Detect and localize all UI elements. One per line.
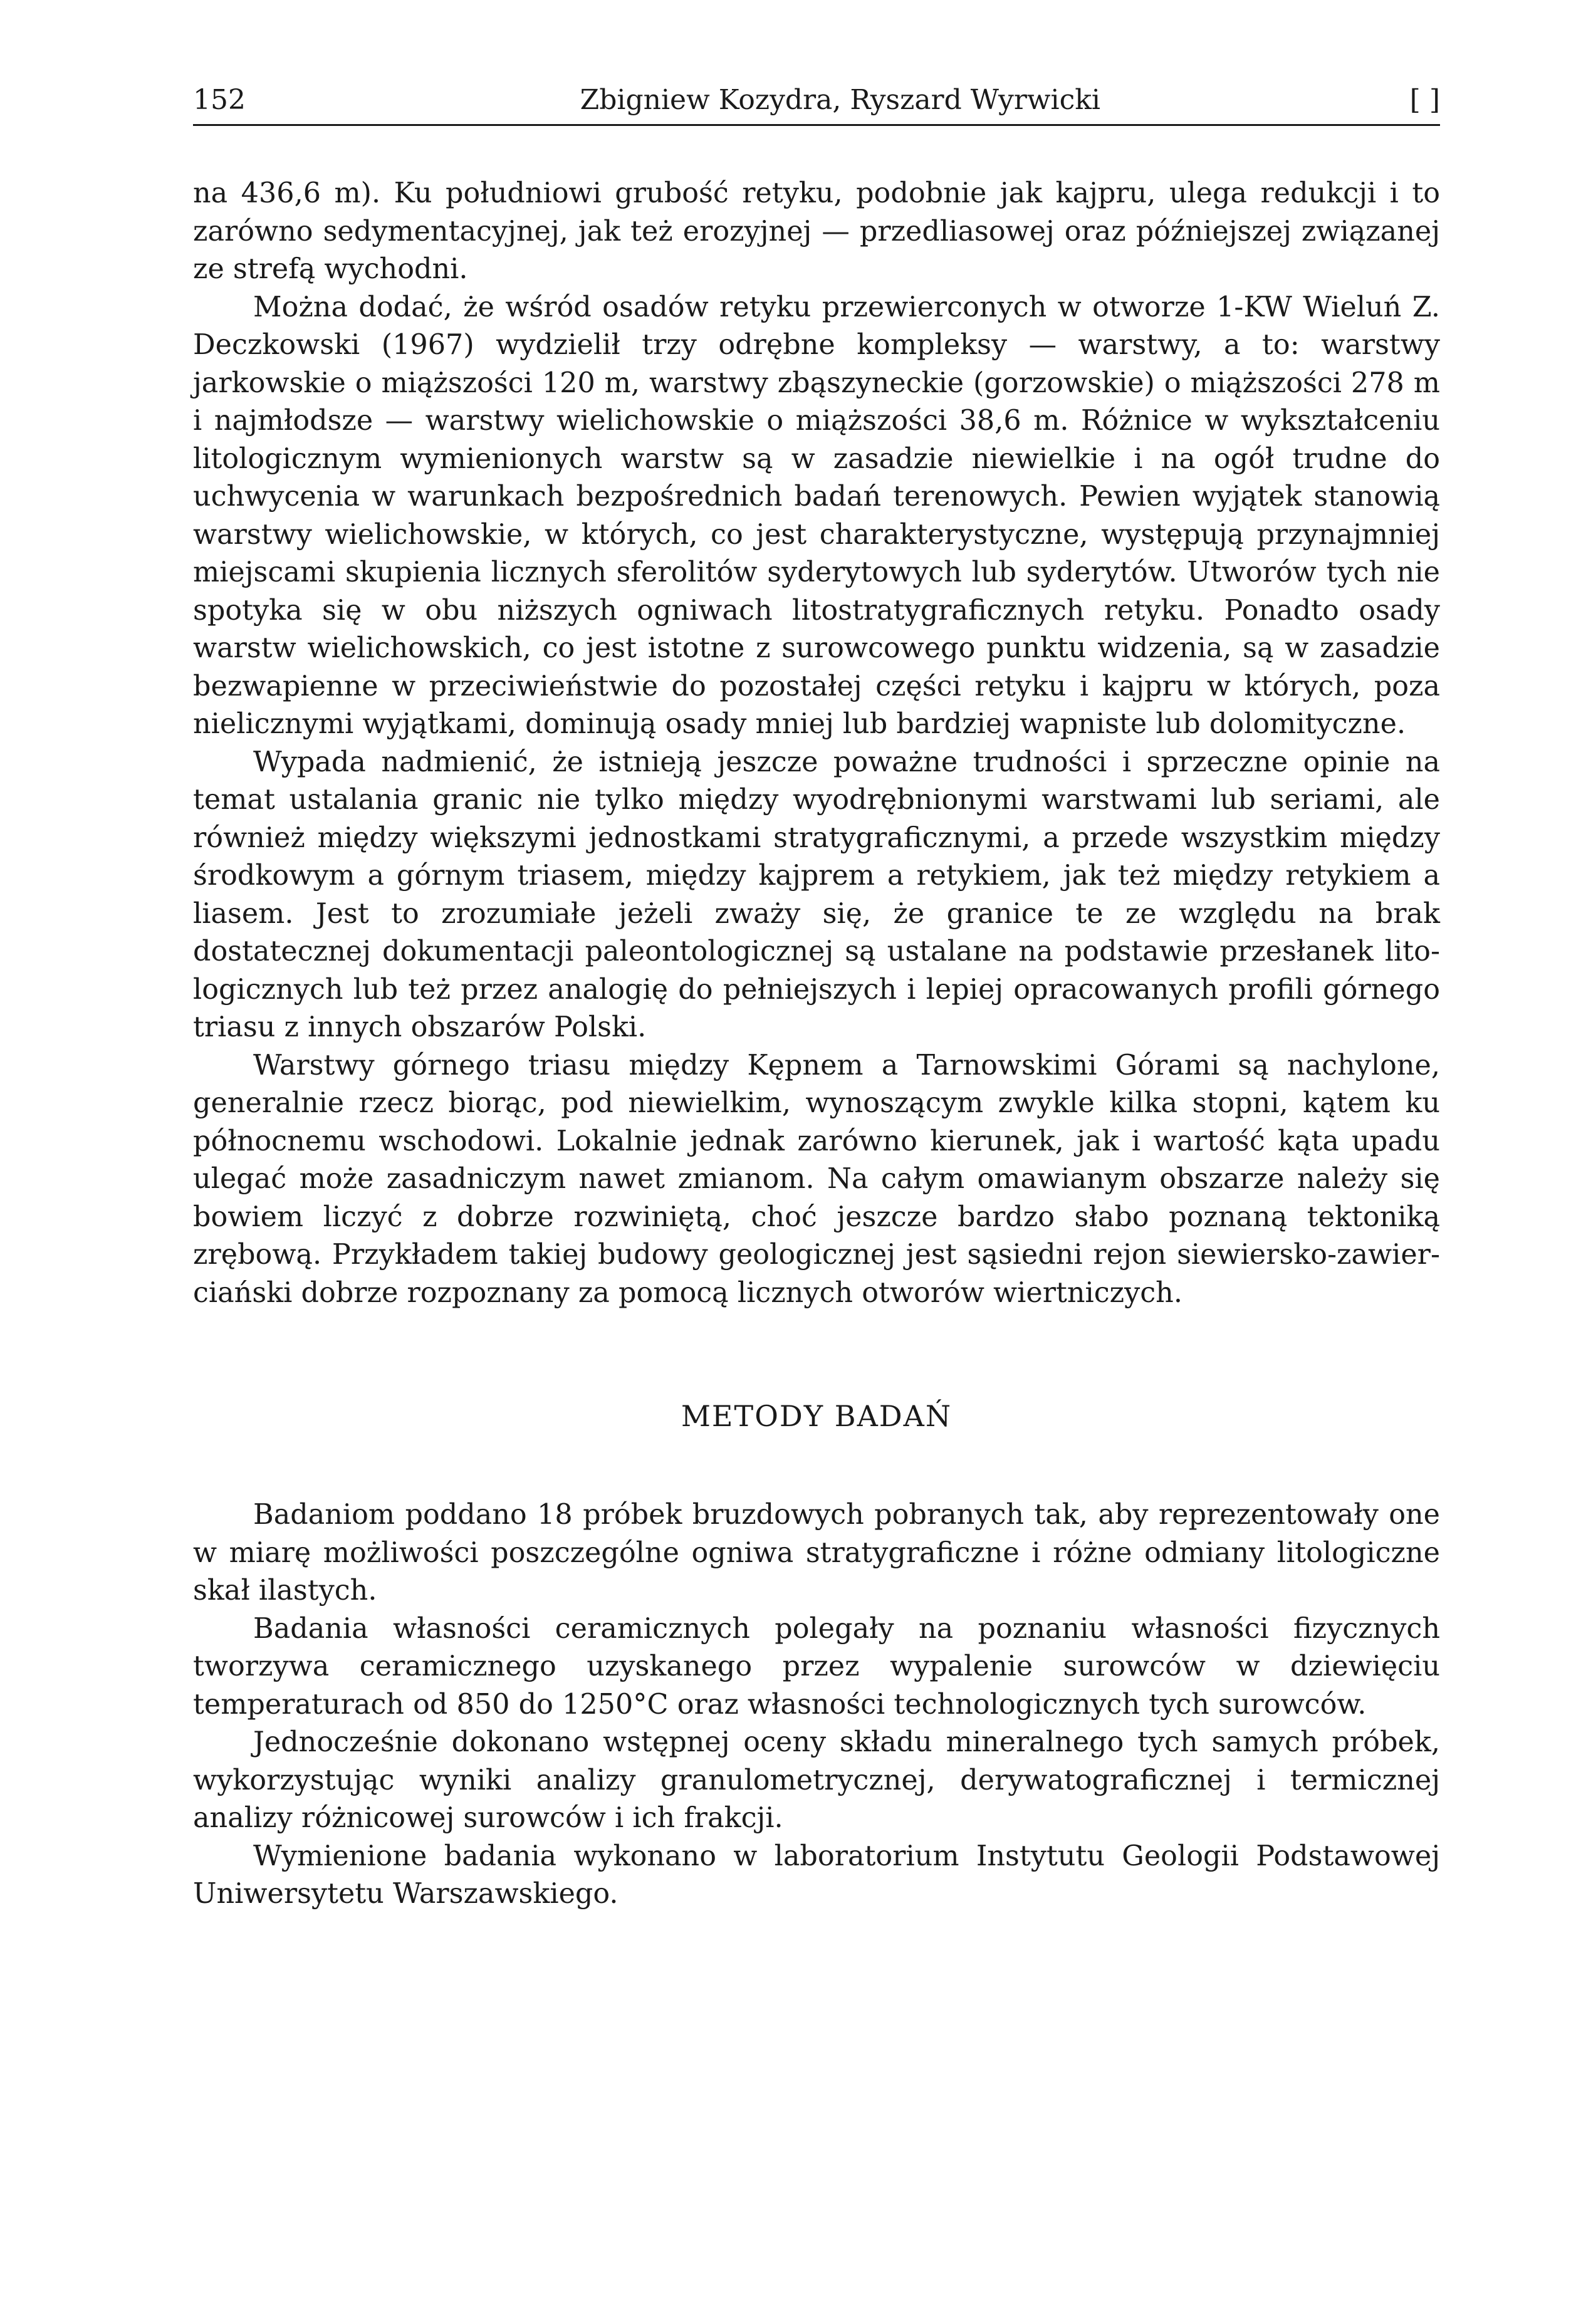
paragraph: Warstwy górnego triasu między Kępnem a Tarnowskimi Górami są nachylone, generalnie rzecz biorąc, pod niewielkim, wynoszącym zwykle kilka stopni, kątem ku północnemu wschodowi. Lokalnie jednak zarówno kierunek, jak i wartość kąta upadu ulegać może zasadniczym nawet zmianom. Na całym omawianym obszarze należy się bowiem liczyć z dobrze rozwiniętą, choć jeszcze bardzo słabo poznaną tektoniką zrębową. Przykładem takiej budowy geologicznej jest sąsiedni rejon siewiersko-zawierciański dobrze rozpoznany za pomocą licznych otworów wiertniczych. <box>193 1049 1440 1309</box>
paragraph: Badaniom poddano 18 próbek bruzdowych pobranych tak, aby reprezentowały one w miarę możliwości poszczególne ogniwa stratygraficzne i różne odmiany litologiczne skał ilastych. <box>193 1499 1440 1607</box>
section-heading: METODY BADAŃ <box>681 1399 953 1433</box>
paragraph: Wymienione badania wykonano w laboratorium Instytutu Geologii Podstawowej Uniwersytetu Warszawskiego. <box>193 1840 1440 1910</box>
running-head-bracket: [ ] <box>1409 84 1440 116</box>
paragraph: na 436,6 m). Ku południowi grubość retyku, podobnie jak kajpru, ulega redukcji i to zarówno sedymentacyjnej, jak też erozyjnej — przedliasowej oraz późniejszej związanej ze strefą wychodni. <box>193 177 1440 285</box>
page-number: 152 <box>193 84 246 116</box>
paragraph: Wypada nadmienić, że istnieją jeszcze poważne trudności i sprzeczne opinie na temat ustalania granic nie tylko między wyodrębnionymi warstwami lub seriami, ale również między większymi jednostkami stratygraficznymi, a przede wszystkim między środkowym a górnym triasem, między kajprem a retykiem, jak też między retykiem a liasem. Jest to zrozumiałe jeżeli zważy się, że granice te ze względu na brak dostatecznej dokumentacji paleontologicznej są ustalane na podstawie przesłanek litologicznych lub też przez analogię do pełniejszych i lepiej opracowanych profili górnego triasu z innych obszarów Polski. <box>193 746 1440 1043</box>
paragraph: Można dodać, że wśród osadów retyku przewierconych w otworze 1-KW Wieluń Z. Deczkowski (1967) wydzielił trzy odrębne kompleksy — warstwy, a to: warstwy jarkowskie o miąższości 120 m, warstwy zbąszyneckie (gorzowskie) o miąższości 278 m i najmłodsze — warstwy wielichowskie o miąższości 38,6 m. Różnice w wykształceniu litologicznym wymienionych warstw są w zasadzie niewielkie i na ogół trudne do uchwycenia w warunkach bezpośrednich badań terenowych. Pewien wyjątek stanowią warstwy wielichowskie, w których, co jest charakterystyczne, występują przynajmniej miejscami skupienia licznych sferolitów syderytowych lub syderytów. Utworów tych nie spotyka się w obu niższych ogniwach litostratygraficznych retyku. Ponadto osady warstw wielichowskich, co jest istotne z surowcowego punktu widzenia, są w zasadzie bezwapienne w przeciwieństwie do pozostałej części retyku i kajpru w których, poza nielicznymi wyjątkami, dominują osady mniej lub bardziej wapniste lub dolomityczne. <box>193 291 1440 740</box>
body-text <box>193 175 1440 1914</box>
running-head-authors: Zbigniew Kozydra, Ryszard Wyrwicki <box>580 84 1100 116</box>
paragraph: Jednocześnie dokonano wstępnej oceny składu mineralnego tych samych próbek, wykorzystując wyniki analizy granulometrycznej, derywatograficznej i termicznej analizy różnicowej surowców i ich frakcji. <box>193 1726 1440 1834</box>
book-page <box>193 81 1440 1914</box>
running-head <box>193 81 1440 126</box>
paragraph: Badania własności ceramicznych polegały na poznaniu własności fizycznych tworzywa ceramicznego uzyskanego przez wypalenie surowców w dziewięciu temperaturach od 850 do 1250°C oraz własności technologicznych tych surowców. <box>193 1612 1440 1721</box>
